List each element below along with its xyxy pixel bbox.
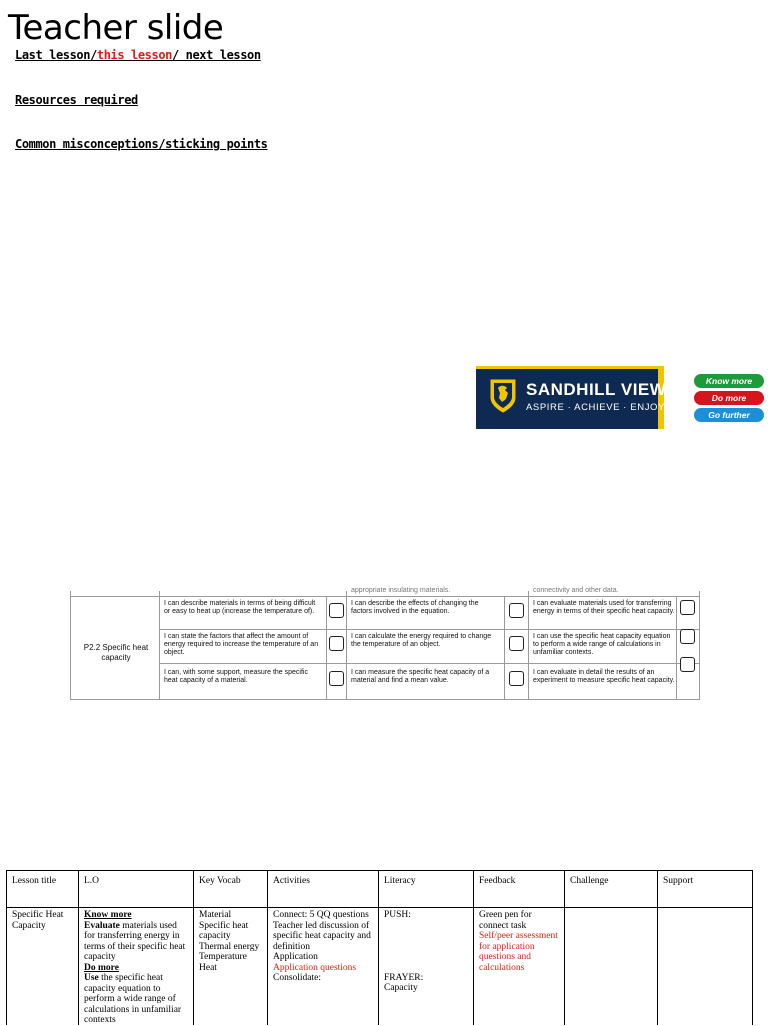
key-vocab-cell bbox=[199, 910, 265, 973]
table-rule bbox=[159, 591, 160, 699]
outcome-cell: I can calculate the energy required to change the temperature of an object. bbox=[351, 633, 492, 648]
vocab-item: Heat bbox=[199, 962, 217, 973]
lesson-title-cell: Specific Heat Capacity bbox=[12, 910, 64, 931]
header-feedback: Feedback bbox=[479, 876, 516, 886]
table-rule bbox=[378, 871, 379, 1025]
table-rule bbox=[267, 871, 268, 1025]
outcome-cell: I can measure the specific heat capacity of a material and find a mean value. bbox=[351, 669, 490, 684]
header-challenge: Challenge bbox=[570, 876, 609, 886]
school-name: SANDHILL VIEW bbox=[526, 380, 667, 399]
do-more-label: Do more bbox=[84, 962, 119, 973]
table-rule bbox=[159, 629, 699, 630]
outcome-cell: I can describe the effects of changing the factors involved in the equation. bbox=[351, 600, 479, 615]
table-rule bbox=[564, 871, 565, 1025]
outcome-checkbox[interactable] bbox=[680, 657, 695, 672]
topic-label: P2.2 Specific heat capacity bbox=[83, 643, 149, 662]
resources-heading: Resources required bbox=[15, 93, 138, 107]
literacy-frayer: FRAYER: bbox=[384, 972, 424, 983]
literacy-cell bbox=[384, 910, 470, 994]
outcome-cell: I can, with some support, measure the specific heat capacity of a material. bbox=[164, 669, 308, 684]
outcome-cell: I can state the factors that affect the amount of energy required to increase the temperature of an object. bbox=[164, 633, 319, 656]
literacy-push: PUSH: bbox=[384, 910, 411, 920]
literacy-capacity: Capacity bbox=[384, 983, 418, 993]
do-more-pill: Do more bbox=[694, 391, 764, 405]
table-rule bbox=[159, 663, 699, 664]
know-more-label: Know more bbox=[84, 910, 132, 920]
header-literacy: Literacy bbox=[384, 876, 416, 886]
activity-application: Application bbox=[273, 952, 318, 962]
lo-use-text: the specific heat capacity equation to perform a wide range of calculations in unfamiliar contexts bbox=[84, 973, 182, 1025]
outcome-checkbox[interactable] bbox=[509, 603, 524, 618]
cut-off-text: connectivity and other data. bbox=[533, 587, 619, 594]
activity-application-questions: Application questions bbox=[273, 962, 357, 973]
vocab-item: Temperature bbox=[199, 952, 247, 962]
cut-off-text: appropriate insulating materials. bbox=[351, 587, 451, 594]
table-rule bbox=[504, 596, 505, 699]
page-title: Teacher slide bbox=[8, 8, 224, 48]
table-rule bbox=[193, 871, 194, 1025]
lesson-navigation bbox=[15, 48, 261, 62]
next-lesson-label: / next lesson bbox=[171, 48, 261, 62]
crest-icon bbox=[490, 379, 516, 413]
header-lesson-title: Lesson title bbox=[12, 876, 57, 886]
learning-objectives-cell bbox=[84, 910, 190, 1026]
header-key-vocab: Key Vocab bbox=[199, 876, 241, 886]
activity-consolidate: Consolidate: bbox=[273, 973, 322, 983]
lo-use bbox=[84, 973, 190, 1026]
know-more-pill: Know more bbox=[694, 374, 764, 388]
school-banner bbox=[476, 366, 768, 429]
learning-outcomes-table bbox=[70, 587, 700, 700]
go-further-pill: Go further bbox=[694, 408, 764, 422]
outcome-checkbox[interactable] bbox=[509, 636, 524, 651]
activities-cell bbox=[273, 910, 377, 984]
outcome-cell: I can describe materials in terms of being difficult or easy to heat up (increase the temperature of). bbox=[164, 600, 316, 615]
table-rule bbox=[326, 596, 327, 699]
vocab-item: Specific heat capacity bbox=[199, 920, 249, 941]
outcome-checkbox[interactable] bbox=[329, 636, 344, 651]
last-lesson-label: Last lesson/ bbox=[15, 48, 97, 62]
header-support: Support bbox=[663, 876, 694, 886]
vocab-item: Thermal energy bbox=[199, 941, 260, 952]
lo-evaluate-text: materials used for transferring energy in terms of their specific heat capacity bbox=[84, 920, 186, 962]
outcome-checkbox[interactable] bbox=[329, 603, 344, 618]
lesson-plan-table bbox=[6, 870, 753, 1025]
lo-use-verb: Use bbox=[84, 973, 99, 983]
school-tagline: ASPIRE · ACHIEVE · ENJOY bbox=[526, 402, 665, 413]
table-rule bbox=[473, 871, 474, 1025]
table-rule bbox=[657, 871, 658, 1025]
lo-evaluate-verb: Evaluate bbox=[84, 920, 120, 931]
feedback-cell bbox=[479, 910, 563, 973]
this-lesson-label: this lesson bbox=[96, 48, 172, 62]
activity-teacher: Teacher led discussion of specific heat capacity and definition bbox=[273, 920, 371, 952]
outcome-checkbox[interactable] bbox=[329, 671, 344, 686]
table-rule bbox=[78, 871, 79, 1025]
feedback-green-pen: Green pen for connect task bbox=[479, 910, 532, 931]
table-rule bbox=[71, 596, 699, 597]
outcome-cell: I can evaluate in detail the results of an experiment to measure specific heat capacity. bbox=[533, 669, 675, 684]
header-activities: Activities bbox=[273, 876, 310, 886]
table-rule bbox=[676, 596, 677, 699]
feedback-self-peer: Self/peer assessment for application questions and calculations bbox=[479, 931, 558, 973]
activity-connect: Connect: 5 QQ questions bbox=[273, 910, 369, 920]
lo-evaluate bbox=[84, 921, 190, 963]
outcome-checkbox[interactable] bbox=[680, 629, 695, 644]
vocab-item: Material bbox=[199, 910, 232, 920]
table-rule bbox=[528, 591, 529, 699]
outcome-cell: I can use the specific heat capacity equation to perform a wide range of calculations in unfamiliar contexts. bbox=[533, 633, 671, 656]
header-lo: L.O bbox=[84, 876, 100, 886]
table-rule bbox=[346, 591, 347, 699]
outcome-checkbox[interactable] bbox=[680, 600, 695, 615]
outcome-checkbox[interactable] bbox=[509, 671, 524, 686]
misconceptions-heading: Common misconceptions/sticking points bbox=[15, 137, 268, 151]
table-rule bbox=[7, 907, 752, 908]
outcome-cell: I can evaluate materials used for transferring energy in terms of their specific heat capacity. bbox=[533, 600, 675, 615]
